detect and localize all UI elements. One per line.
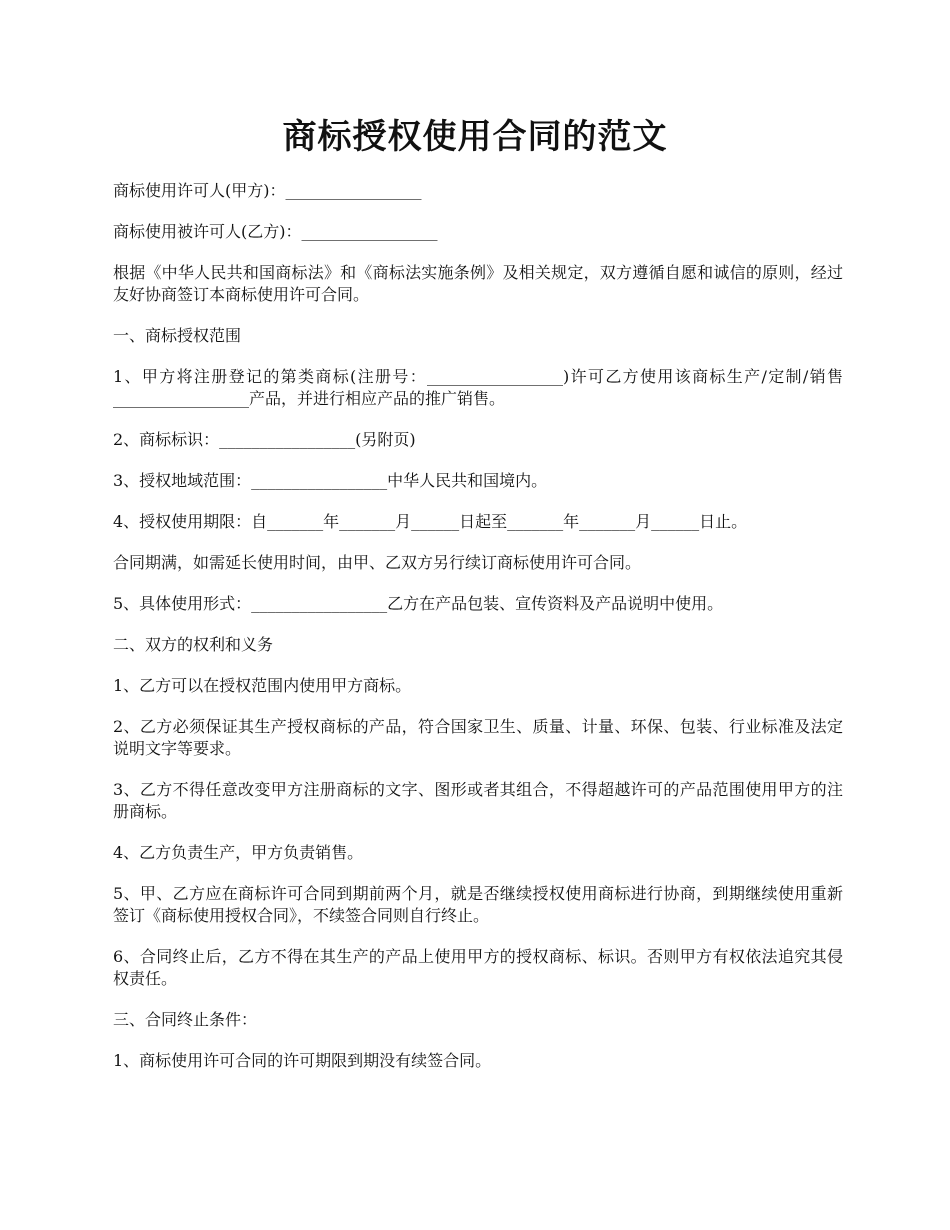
clause-2-4: 4、乙方负责生产，甲方负责销售。 [113, 843, 364, 862]
clause-2-6: 6、合同终止后，乙方不得在其生产的产品上使用甲方的授权商标、标识。否则甲方有权依法追究其侵权责任。 [113, 947, 843, 988]
document-title: 商标授权使用合同的范文 [282, 117, 668, 157]
party-b-line: 商标使用被许可人(乙方)：_________________ [113, 222, 438, 241]
clause-1-1: 1、甲方将注册登记的第类商标(注册号：_________________)许可乙方使用该商标生产/定制/销售_________________产品，并进行相应产品的推广销售。 [113, 367, 843, 408]
clause-2-5: 5、甲、乙方应在商标许可合同到期前两个月，就是否继续授权使用商标进行协商，到期继续使用重新签订《商标使用授权合同》，不续签合同则自行终止。 [113, 884, 843, 925]
document-body [113, 180, 843, 1091]
clause-2-3: 3、乙方不得任意改变甲方注册商标的文字、图形或者其组合，不得超越许可的产品范围使用甲方的注册商标。 [113, 780, 843, 821]
intro-paragraph: 根据《中华人民共和国商标法》和《商标法实施条例》及相关规定，双方遵循自愿和诚信的原则，经过友好协商签订本商标使用许可合同。 [113, 263, 843, 304]
clause-3-1: 1、商标使用许可合同的许可期限到期没有续签合同。 [113, 1051, 492, 1070]
clause-1-4: 4、授权使用期限：自_______年_______月______日起至_______年_______月______日止。 [113, 512, 748, 531]
clause-1-4-note: 合同期满，如需延长使用时间，由甲、乙双方另行续订商标使用许可合同。 [113, 553, 642, 572]
section-heading-3: 三、合同终止条件： [113, 1010, 258, 1029]
clause-2-2: 2、乙方必须保证其生产授权商标的产品，符合国家卫生、质量、计量、环保、包装、行业标准及法定说明文字等要求。 [113, 717, 843, 758]
clause-1-3: 3、授权地域范围：_________________中华人民共和国境内。 [113, 471, 548, 490]
party-a-line: 商标使用许可人(甲方)：_________________ [113, 181, 422, 200]
section-heading-1: 一、商标授权范围 [113, 326, 242, 345]
clause-1-5: 5、具体使用形式：_________________乙方在产品包装、宣传资料及产品说明中使用。 [113, 594, 724, 613]
clause-1-2: 2、商标标识：_________________(另附页) [113, 430, 416, 449]
section-heading-2: 二、双方的权利和义务 [113, 635, 274, 654]
clause-2-1: 1、乙方可以在授权范围内使用甲方商标。 [113, 676, 412, 695]
